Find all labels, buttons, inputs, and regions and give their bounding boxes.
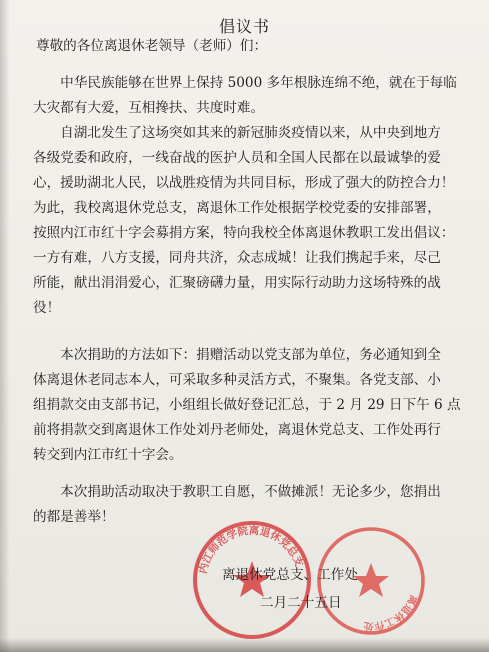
paragraph-line: 役！ bbox=[33, 300, 61, 316]
paragraph-line: 体离退休老同志本人，可采取多种灵活方式，不聚集。各党支部、小 bbox=[33, 372, 441, 388]
paragraph-line: 本次捐助活动取决于教职工自愿，不做摊派！无论多少，您捐出 bbox=[33, 484, 441, 500]
paragraph-line: 中华民族能够在世界上保持 5000 多年根脉连绵不绝，就在于每临 bbox=[33, 75, 457, 91]
paragraph-1 bbox=[33, 71, 457, 121]
paragraph-line: 的都是善举！ bbox=[33, 509, 115, 525]
signature-org: 离退休党总支、工作处 bbox=[222, 567, 358, 583]
page-bottom-edge bbox=[0, 638, 489, 652]
page-shadow bbox=[0, 0, 10, 652]
paragraph-line: 心，援助湖北人民，以战胜疫情为共同目标，形成了强大的防控合力！ bbox=[33, 175, 455, 191]
paragraph-line: 组捐款交由支部书记，小组组长做好登记汇总，于 2 月 29 日下午 6 点 bbox=[33, 397, 461, 413]
paragraph-line: 前将捐款交到离退休工作处刘丹老师处，离退休党总支、工作处再行 bbox=[33, 422, 441, 438]
right-seal-text: 离退休工作处 bbox=[363, 592, 419, 632]
paragraph-line: 自湖北发生了这场突如其来的新冠肺炎疫情以来，从中央到地方 bbox=[33, 125, 441, 141]
paragraph-line: 本次捐助的方法如下：捐赠活动以党支部为单位，务必通知到全 bbox=[33, 347, 441, 363]
paragraph-line: 按照内江市红十字会募捐方案，特向我校全体离退休教职工发出倡议： bbox=[33, 225, 455, 241]
paragraph-line: 大灾都有大爱，互相搀扶、共度时难。 bbox=[33, 100, 265, 116]
paragraph-line: 转交到内江市红十字会。 bbox=[33, 447, 183, 463]
paragraph-line: 各级党委和政府，一线奋战的医护人员和全国人民都在以最诚挚的爱 bbox=[33, 150, 441, 166]
salutation-line: 尊敬的各位离退休老领导（老师）们： bbox=[36, 38, 268, 54]
paragraph-3 bbox=[33, 343, 461, 468]
document-title: 倡议书 bbox=[218, 17, 270, 36]
paragraph-line: 所能，献出涓涓爱心，汇聚磅礴力量，用实际行动助力这场特殊的战 bbox=[33, 275, 441, 291]
salutation bbox=[36, 34, 267, 59]
paragraph-2 bbox=[33, 121, 454, 321]
paragraph-line: 一方有难，八方支援，同舟共济，众志成城！让我们携起手来，尽己 bbox=[33, 250, 441, 266]
left-seal-text: 内江师范学院离退休党总支 bbox=[197, 524, 305, 575]
signature-date: 二月二十五日 bbox=[260, 595, 342, 611]
paragraph-line: 为此，我校离退休党总支，离退休工作处根据学校党委的安排部署， bbox=[33, 200, 441, 216]
